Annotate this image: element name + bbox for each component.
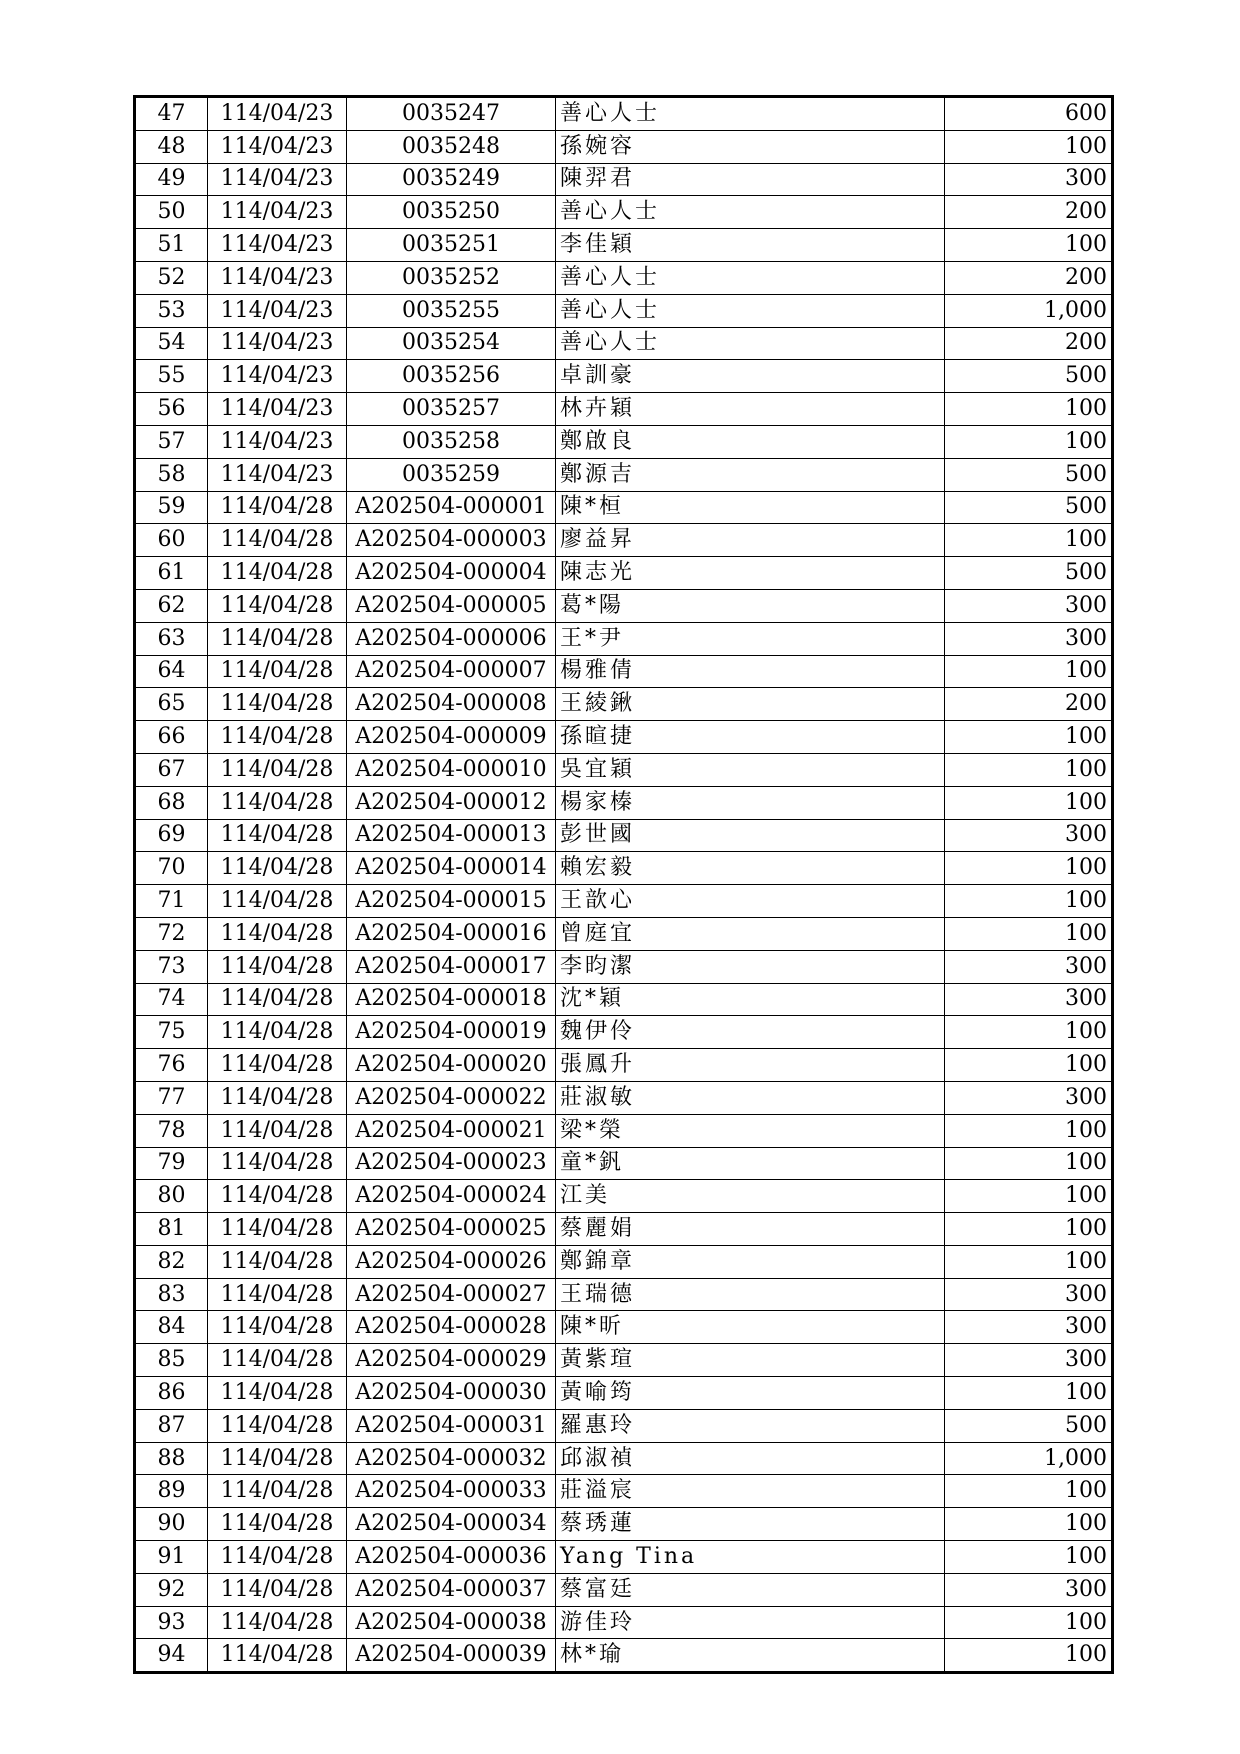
- donor-name: 莊溢宸: [556, 1475, 945, 1508]
- row-number: 90: [135, 1508, 208, 1541]
- donation-amount: 1,000: [945, 1442, 1113, 1475]
- table-row: [135, 1180, 1113, 1213]
- table-row: [135, 786, 1113, 819]
- table-row: [135, 622, 1113, 655]
- row-number: 49: [135, 163, 208, 196]
- donation-date: 114/04/28: [208, 852, 347, 885]
- row-number: 73: [135, 950, 208, 983]
- donor-name: 賴宏毅: [556, 852, 945, 885]
- row-number: 92: [135, 1573, 208, 1606]
- donor-name: 蔡麗娟: [556, 1213, 945, 1246]
- row-number: 53: [135, 294, 208, 327]
- donation-date: 114/04/23: [208, 229, 347, 262]
- donation-amount: 100: [945, 1049, 1113, 1082]
- table-row: [135, 1278, 1113, 1311]
- table-row: [135, 425, 1113, 458]
- table-row: [135, 1049, 1113, 1082]
- receipt-number: A202504-000034: [347, 1508, 556, 1541]
- donation-amount: 300: [945, 622, 1113, 655]
- donor-name: 彭世國: [556, 819, 945, 852]
- table-row: [135, 1081, 1113, 1114]
- donation-amount: 500: [945, 458, 1113, 491]
- donor-name: 葛*陽: [556, 589, 945, 622]
- receipt-number: A202504-000027: [347, 1278, 556, 1311]
- donor-name: 陳*桓: [556, 491, 945, 524]
- receipt-number: A202504-000031: [347, 1409, 556, 1442]
- donation-date: 114/04/28: [208, 1016, 347, 1049]
- table-row: [135, 1016, 1113, 1049]
- table-row: [135, 1147, 1113, 1180]
- row-number: 64: [135, 655, 208, 688]
- donation-date: 114/04/23: [208, 196, 347, 229]
- receipt-number: A202504-000013: [347, 819, 556, 852]
- row-number: 48: [135, 130, 208, 163]
- table-row: [135, 1475, 1113, 1508]
- row-number: 84: [135, 1311, 208, 1344]
- table-row: [135, 1344, 1113, 1377]
- row-number: 65: [135, 688, 208, 721]
- donor-name: 陳志光: [556, 557, 945, 590]
- receipt-number: 0035249: [347, 163, 556, 196]
- donor-name: 善心人士: [556, 294, 945, 327]
- donation-amount: 100: [945, 1245, 1113, 1278]
- donation-amount: 300: [945, 1311, 1113, 1344]
- table-row: [135, 1213, 1113, 1246]
- donor-name: 陳羿君: [556, 163, 945, 196]
- donation-amount: 100: [945, 524, 1113, 557]
- donation-date: 114/04/23: [208, 294, 347, 327]
- receipt-number: A202504-000014: [347, 852, 556, 885]
- donation-amount: 100: [945, 852, 1113, 885]
- receipt-number: A202504-000022: [347, 1081, 556, 1114]
- receipt-number: A202504-000004: [347, 557, 556, 590]
- table-row: [135, 819, 1113, 852]
- receipt-number: A202504-000003: [347, 524, 556, 557]
- receipt-number: A202504-000001: [347, 491, 556, 524]
- donation-date: 114/04/28: [208, 1639, 347, 1673]
- table-row: [135, 229, 1113, 262]
- receipt-number: A202504-000020: [347, 1049, 556, 1082]
- table-row: [135, 1245, 1113, 1278]
- donation-amount: 100: [945, 786, 1113, 819]
- donor-name: 楊雅倩: [556, 655, 945, 688]
- table-row: [135, 196, 1113, 229]
- receipt-number: 0035252: [347, 261, 556, 294]
- donor-name: 廖益昇: [556, 524, 945, 557]
- table-row: [135, 524, 1113, 557]
- donor-name: 張鳳升: [556, 1049, 945, 1082]
- receipt-number: 0035256: [347, 360, 556, 393]
- donation-amount: 500: [945, 557, 1113, 590]
- table-row: [135, 261, 1113, 294]
- row-number: 83: [135, 1278, 208, 1311]
- row-number: 81: [135, 1213, 208, 1246]
- receipt-number: A202504-000025: [347, 1213, 556, 1246]
- receipt-number: A202504-000030: [347, 1377, 556, 1410]
- receipt-number: A202504-000037: [347, 1573, 556, 1606]
- table-row: [135, 1409, 1113, 1442]
- donation-date: 114/04/28: [208, 1180, 347, 1213]
- donation-date: 114/04/28: [208, 524, 347, 557]
- donation-amount: 200: [945, 688, 1113, 721]
- row-number: 76: [135, 1049, 208, 1082]
- table-row: [135, 852, 1113, 885]
- donation-date: 114/04/23: [208, 327, 347, 360]
- donor-name: 江美: [556, 1180, 945, 1213]
- donor-name: 黃喻筠: [556, 1377, 945, 1410]
- receipt-number: A202504-000007: [347, 655, 556, 688]
- row-number: 51: [135, 229, 208, 262]
- table-row: [135, 130, 1113, 163]
- table-row: [135, 491, 1113, 524]
- donation-amount: 500: [945, 1409, 1113, 1442]
- table-row: [135, 1573, 1113, 1606]
- donation-amount: 100: [945, 721, 1113, 754]
- donor-name: 卓訓豪: [556, 360, 945, 393]
- row-number: 56: [135, 393, 208, 426]
- donation-table: [133, 95, 1114, 1674]
- table-row: [135, 458, 1113, 491]
- donation-date: 114/04/28: [208, 1606, 347, 1639]
- donation-date: 114/04/28: [208, 1377, 347, 1410]
- donor-name: 王瑞德: [556, 1278, 945, 1311]
- receipt-number: 0035258: [347, 425, 556, 458]
- donation-date: 114/04/28: [208, 1475, 347, 1508]
- donor-name: 游佳玲: [556, 1606, 945, 1639]
- receipt-number: A202504-000015: [347, 885, 556, 918]
- row-number: 47: [135, 97, 208, 131]
- row-number: 87: [135, 1409, 208, 1442]
- receipt-number: A202504-000010: [347, 753, 556, 786]
- donation-date: 114/04/28: [208, 655, 347, 688]
- donation-amount: 300: [945, 589, 1113, 622]
- row-number: 66: [135, 721, 208, 754]
- donation-date: 114/04/23: [208, 360, 347, 393]
- donation-table-body: [135, 97, 1113, 1673]
- receipt-number: A202504-000026: [347, 1245, 556, 1278]
- donation-date: 114/04/28: [208, 1541, 347, 1574]
- table-row: [135, 655, 1113, 688]
- donation-date: 114/04/28: [208, 885, 347, 918]
- donor-name: 李昀潔: [556, 950, 945, 983]
- receipt-number: A202504-000036: [347, 1541, 556, 1574]
- receipt-number: A202504-000029: [347, 1344, 556, 1377]
- donation-amount: 300: [945, 1344, 1113, 1377]
- row-number: 63: [135, 622, 208, 655]
- table-row: [135, 1114, 1113, 1147]
- row-number: 62: [135, 589, 208, 622]
- donation-amount: 100: [945, 1147, 1113, 1180]
- row-number: 89: [135, 1475, 208, 1508]
- row-number: 79: [135, 1147, 208, 1180]
- donor-name: 童*釩: [556, 1147, 945, 1180]
- donation-amount: 100: [945, 1377, 1113, 1410]
- donation-date: 114/04/28: [208, 819, 347, 852]
- donation-date: 114/04/28: [208, 491, 347, 524]
- receipt-number: A202504-000021: [347, 1114, 556, 1147]
- donor-name: 曾庭宜: [556, 917, 945, 950]
- receipt-number: 0035255: [347, 294, 556, 327]
- donation-date: 114/04/28: [208, 917, 347, 950]
- donation-date: 114/04/28: [208, 950, 347, 983]
- receipt-number: A202504-000032: [347, 1442, 556, 1475]
- table-row: [135, 1377, 1113, 1410]
- donation-amount: 300: [945, 1278, 1113, 1311]
- row-number: 54: [135, 327, 208, 360]
- donation-amount: 100: [945, 1180, 1113, 1213]
- donor-name: 鄭源吉: [556, 458, 945, 491]
- donor-name: 鄭錦章: [556, 1245, 945, 1278]
- row-number: 61: [135, 557, 208, 590]
- donation-amount: 100: [945, 1114, 1113, 1147]
- receipt-number: A202504-000019: [347, 1016, 556, 1049]
- donation-date: 114/04/23: [208, 130, 347, 163]
- receipt-number: A202504-000008: [347, 688, 556, 721]
- donation-date: 114/04/28: [208, 786, 347, 819]
- donation-date: 114/04/23: [208, 425, 347, 458]
- row-number: 75: [135, 1016, 208, 1049]
- table-row: [135, 983, 1113, 1016]
- donor-name: 李佳穎: [556, 229, 945, 262]
- donation-amount: 200: [945, 196, 1113, 229]
- row-number: 85: [135, 1344, 208, 1377]
- row-number: 88: [135, 1442, 208, 1475]
- donation-amount: 300: [945, 950, 1113, 983]
- donor-name: 莊淑敏: [556, 1081, 945, 1114]
- donor-name: 蔡琇蓮: [556, 1508, 945, 1541]
- row-number: 50: [135, 196, 208, 229]
- donor-name: 邱淑禎: [556, 1442, 945, 1475]
- receipt-number: A202504-000005: [347, 589, 556, 622]
- table-row: [135, 950, 1113, 983]
- row-number: 82: [135, 1245, 208, 1278]
- donation-date: 114/04/23: [208, 261, 347, 294]
- donor-name: 吳宜穎: [556, 753, 945, 786]
- donation-amount: 100: [945, 885, 1113, 918]
- row-number: 68: [135, 786, 208, 819]
- table-row: [135, 753, 1113, 786]
- receipt-number: A202504-000016: [347, 917, 556, 950]
- row-number: 67: [135, 753, 208, 786]
- donor-name: 王*尹: [556, 622, 945, 655]
- row-number: 52: [135, 261, 208, 294]
- table-row: [135, 688, 1113, 721]
- row-number: 59: [135, 491, 208, 524]
- donor-name: 善心人士: [556, 327, 945, 360]
- row-number: 60: [135, 524, 208, 557]
- donor-name: 黃紫瑄: [556, 1344, 945, 1377]
- donation-date: 114/04/28: [208, 1311, 347, 1344]
- row-number: 71: [135, 885, 208, 918]
- donation-date: 114/04/28: [208, 1213, 347, 1246]
- donation-date: 114/04/28: [208, 1114, 347, 1147]
- table-row: [135, 393, 1113, 426]
- receipt-number: A202504-000009: [347, 721, 556, 754]
- table-row: [135, 1311, 1113, 1344]
- receipt-number: A202504-000006: [347, 622, 556, 655]
- donor-name: 王綾鍬: [556, 688, 945, 721]
- donation-amount: 300: [945, 983, 1113, 1016]
- receipt-number: 0035248: [347, 130, 556, 163]
- row-number: 80: [135, 1180, 208, 1213]
- donation-date: 114/04/28: [208, 1442, 347, 1475]
- donation-amount: 200: [945, 327, 1113, 360]
- receipt-number: A202504-000033: [347, 1475, 556, 1508]
- row-number: 55: [135, 360, 208, 393]
- table-row: [135, 327, 1113, 360]
- donation-amount: 100: [945, 1213, 1113, 1246]
- row-number: 72: [135, 917, 208, 950]
- donation-date: 114/04/28: [208, 983, 347, 1016]
- donor-name: 羅惠玲: [556, 1409, 945, 1442]
- donation-amount: 100: [945, 1508, 1113, 1541]
- donation-amount: 200: [945, 261, 1113, 294]
- donation-amount: 100: [945, 1016, 1113, 1049]
- donor-name: 梁*榮: [556, 1114, 945, 1147]
- donor-name: 林卉穎: [556, 393, 945, 426]
- row-number: 93: [135, 1606, 208, 1639]
- table-row: [135, 1541, 1113, 1574]
- receipt-number: 0035259: [347, 458, 556, 491]
- donation-date: 114/04/23: [208, 97, 347, 131]
- receipt-number: 0035254: [347, 327, 556, 360]
- donation-amount: 300: [945, 1081, 1113, 1114]
- donation-date: 114/04/28: [208, 1344, 347, 1377]
- donation-date: 114/04/28: [208, 589, 347, 622]
- donor-name: 善心人士: [556, 196, 945, 229]
- donation-amount: 100: [945, 1475, 1113, 1508]
- table-row: [135, 360, 1113, 393]
- row-number: 77: [135, 1081, 208, 1114]
- donor-name: 魏伊伶: [556, 1016, 945, 1049]
- row-number: 91: [135, 1541, 208, 1574]
- receipt-number: A202504-000024: [347, 1180, 556, 1213]
- donor-name: 沈*穎: [556, 983, 945, 1016]
- donor-name: 孫婉容: [556, 130, 945, 163]
- row-number: 70: [135, 852, 208, 885]
- donation-date: 114/04/28: [208, 1508, 347, 1541]
- receipt-number: A202504-000028: [347, 1311, 556, 1344]
- donation-date: 114/04/23: [208, 458, 347, 491]
- receipt-number: A202504-000017: [347, 950, 556, 983]
- donation-date: 114/04/28: [208, 1147, 347, 1180]
- receipt-number: A202504-000012: [347, 786, 556, 819]
- receipt-number: A202504-000018: [347, 983, 556, 1016]
- donation-amount: 1,000: [945, 294, 1113, 327]
- table-row: [135, 1606, 1113, 1639]
- table-row: [135, 589, 1113, 622]
- donor-name: 林*瑜: [556, 1639, 945, 1673]
- donation-amount: 300: [945, 1573, 1113, 1606]
- receipt-number: 0035250: [347, 196, 556, 229]
- donation-amount: 500: [945, 360, 1113, 393]
- donation-amount: 300: [945, 819, 1113, 852]
- donation-date: 114/04/28: [208, 557, 347, 590]
- receipt-number: 0035251: [347, 229, 556, 262]
- donation-amount: 100: [945, 655, 1113, 688]
- table-row: [135, 917, 1113, 950]
- donation-amount: 100: [945, 917, 1113, 950]
- receipt-number: A202504-000038: [347, 1606, 556, 1639]
- donation-date: 114/04/28: [208, 688, 347, 721]
- receipt-number: 0035247: [347, 97, 556, 131]
- receipt-number: 0035257: [347, 393, 556, 426]
- donation-date: 114/04/23: [208, 163, 347, 196]
- donation-date: 114/04/28: [208, 1081, 347, 1114]
- table-row: [135, 294, 1113, 327]
- donation-amount: 100: [945, 753, 1113, 786]
- table-row: [135, 1442, 1113, 1475]
- donor-name: 善心人士: [556, 261, 945, 294]
- donor-name: 孫暄捷: [556, 721, 945, 754]
- table-row: [135, 1508, 1113, 1541]
- donation-date: 114/04/28: [208, 1573, 347, 1606]
- donation-date: 114/04/28: [208, 753, 347, 786]
- donation-amount: 100: [945, 1606, 1113, 1639]
- table-row: [135, 1639, 1113, 1673]
- table-row: [135, 721, 1113, 754]
- donation-date: 114/04/28: [208, 622, 347, 655]
- table-row: [135, 163, 1113, 196]
- row-number: 69: [135, 819, 208, 852]
- donor-name: 王歆心: [556, 885, 945, 918]
- donation-date: 114/04/28: [208, 1409, 347, 1442]
- donation-date: 114/04/28: [208, 1049, 347, 1082]
- donation-amount: 100: [945, 229, 1113, 262]
- donation-amount: 100: [945, 130, 1113, 163]
- table-row: [135, 557, 1113, 590]
- row-number: 78: [135, 1114, 208, 1147]
- donation-amount: 100: [945, 1639, 1113, 1673]
- donor-name: 善心人士: [556, 97, 945, 131]
- donation-date: 114/04/28: [208, 1245, 347, 1278]
- donation-amount: 600: [945, 97, 1113, 131]
- donation-amount: 500: [945, 491, 1113, 524]
- donation-date: 114/04/28: [208, 721, 347, 754]
- donor-name: Yang Tina: [556, 1541, 945, 1574]
- donation-date: 114/04/23: [208, 393, 347, 426]
- table-row: [135, 885, 1113, 918]
- donation-amount: 100: [945, 393, 1113, 426]
- receipt-number: A202504-000023: [347, 1147, 556, 1180]
- donor-name: 鄭啟良: [556, 425, 945, 458]
- row-number: 94: [135, 1639, 208, 1673]
- receipt-number: A202504-000039: [347, 1639, 556, 1673]
- donor-name: 陳*昕: [556, 1311, 945, 1344]
- donor-name: 楊家榛: [556, 786, 945, 819]
- donation-date: 114/04/28: [208, 1278, 347, 1311]
- donor-name: 蔡富廷: [556, 1573, 945, 1606]
- row-number: 58: [135, 458, 208, 491]
- row-number: 86: [135, 1377, 208, 1410]
- table-row: [135, 97, 1113, 131]
- row-number: 74: [135, 983, 208, 1016]
- row-number: 57: [135, 425, 208, 458]
- donation-amount: 300: [945, 163, 1113, 196]
- donation-amount: 100: [945, 1541, 1113, 1574]
- donation-amount: 100: [945, 425, 1113, 458]
